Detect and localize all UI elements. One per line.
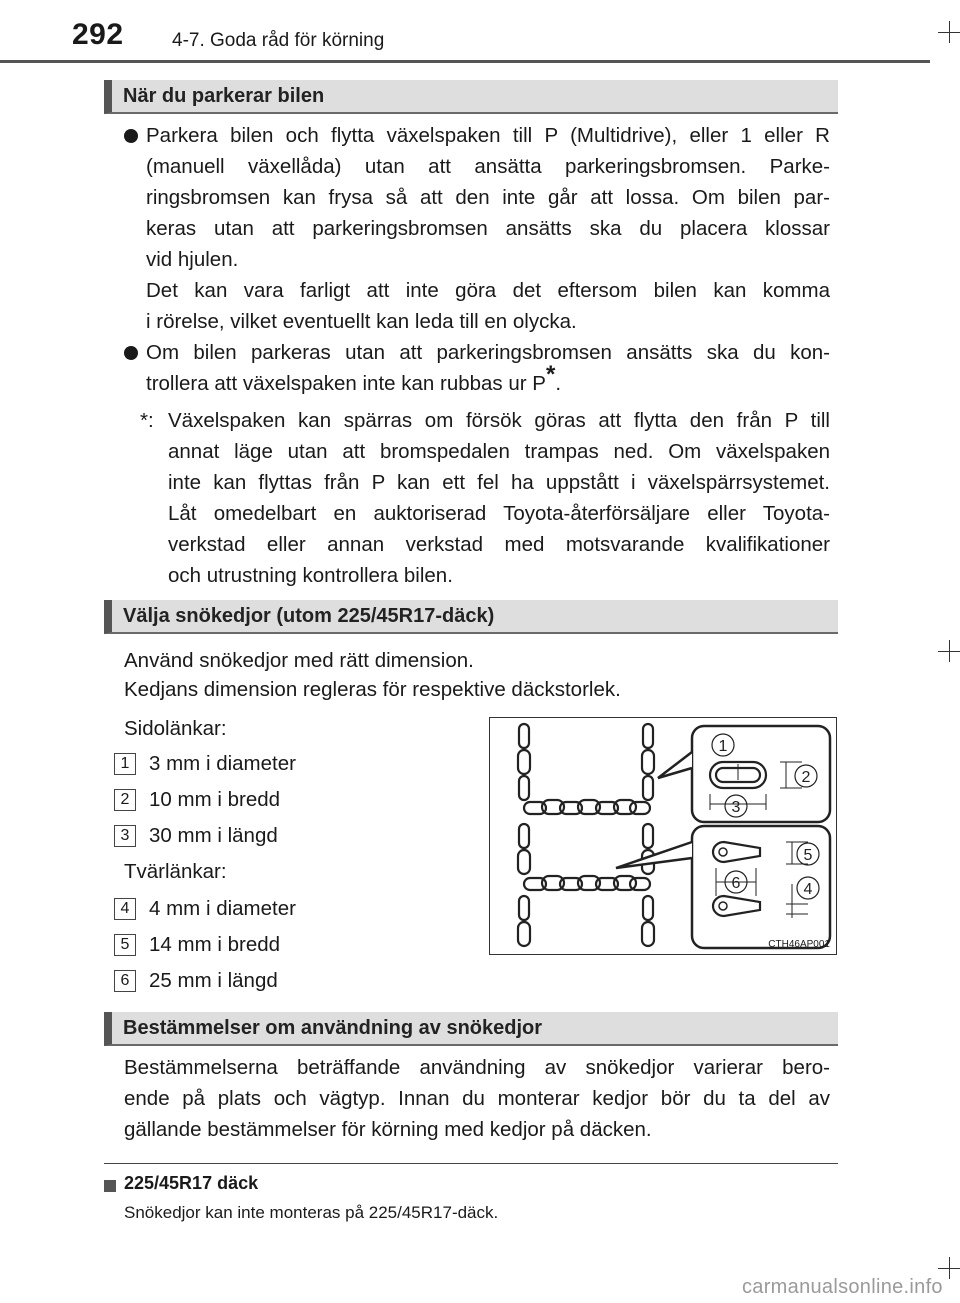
figure-callout: 3	[731, 799, 741, 816]
footnote-marker: *:	[140, 409, 154, 432]
figure-callout: 6	[731, 875, 741, 892]
text-line: Låt omedelbart en auktoriserad Toyota-återförsäljare eller Toyota-	[168, 502, 830, 525]
text-line: Bestämmelserna beträffande användning av snökedjor varierar bero-	[124, 1056, 830, 1079]
note-text: Snökedjor kan inte monteras på 225/45R17-däck.	[124, 1203, 499, 1222]
spec-number-badge: 2	[114, 789, 136, 811]
cross-chain-top	[524, 800, 650, 814]
spec-text: 14 mm i bredd	[149, 933, 281, 956]
snow-chain-figure	[489, 717, 837, 955]
text-line: annat läge utan att bromspedalen trampas ned. Om växelspaken	[168, 440, 830, 463]
spec-text: 30 mm i längd	[149, 824, 278, 847]
spec-number-badge: 6	[114, 970, 136, 992]
text-line: och utrustning kontrollera bilen.	[168, 564, 453, 587]
figure-callout: 2	[801, 769, 811, 786]
bullet-dot	[124, 346, 138, 360]
note-divider	[104, 1163, 838, 1164]
section-heading-regulations: Bestämmelser om användning av snökedjor	[104, 1012, 838, 1046]
text-segment: trollera att växelspaken inte kan rubbas ur P	[146, 372, 546, 395]
text-line: Parkera bilen och flytta växelspaken till P (Multidrive), eller 1 eller R	[146, 124, 830, 147]
figure-callout: 1	[718, 738, 728, 755]
note-title: 225/45R17 däck	[124, 1173, 259, 1193]
side-chain-left	[518, 724, 530, 946]
text-line: (manuell växellåda) utan att ansätta parkeringsbromsen. Parke-	[146, 155, 830, 178]
text-line: Växelspaken kan spärras om försök göras att flytta den från P till	[168, 409, 830, 432]
bullet-parking-text	[146, 120, 830, 337]
spec-number-badge: 4	[114, 898, 136, 920]
text-line: Om bilen parkeras utan att parkeringsbromsen ansätts ska du kon-	[146, 341, 830, 364]
footnote-text	[168, 405, 830, 591]
snow-chain-diagram	[490, 718, 836, 954]
spec-text: 3 mm i diameter	[149, 752, 296, 775]
spec-text: 25 mm i längd	[149, 969, 278, 992]
figure-callout: 5	[803, 847, 813, 864]
text-line: i rörelse, vilket eventuellt kan leda till en olycka.	[146, 310, 577, 333]
cross-chain-bottom	[524, 876, 650, 890]
text-segment: .	[555, 372, 562, 395]
header-rule	[0, 60, 930, 63]
crop-mark	[949, 640, 950, 662]
section-heading-snow-chains: Välja snökedjor (utom 225/45R17-däck)	[104, 600, 838, 634]
text-line: gällande bestämmelser för körning med kedjor på däcken.	[124, 1118, 652, 1141]
section-heading-parking: När du parkerar bilen	[104, 80, 838, 114]
text-line: vid hjulen.	[146, 248, 239, 271]
crop-mark	[949, 1257, 950, 1279]
text-line: inte kan flyttas från P kan ett fel ha uppstått i växelspärrsystemet.	[168, 471, 830, 494]
cross-links-label: Tvärlänkar:	[124, 860, 227, 883]
text-line: verkstad eller annan verkstad med motsvarande kvalifikationer	[168, 533, 830, 556]
page-number: 292	[72, 18, 124, 51]
chains-intro-line: Kedjans dimension regleras för respektive däckstorlek.	[124, 678, 621, 701]
text-line: Det kan vara farligt att inte göra det eftersom bilen kan komma	[146, 279, 830, 302]
watermark: carmanualsonline.info	[742, 1276, 943, 1298]
bullet-dot	[124, 129, 138, 143]
side-chain-right	[642, 724, 654, 946]
regulations-text	[124, 1052, 830, 1145]
text-line: ende på plats och vägtyp. Innan du monterar kedjor bör du ta del av	[124, 1087, 830, 1110]
chains-intro-line: Använd snökedjor med rätt dimension.	[124, 649, 474, 672]
figure-code: CTH46AP001	[768, 939, 830, 950]
note-square-icon	[104, 1180, 116, 1192]
crop-mark	[949, 21, 950, 43]
footnote-star: *	[545, 361, 556, 389]
spec-number-badge: 3	[114, 825, 136, 847]
spec-text: 10 mm i bredd	[149, 788, 281, 811]
figure-callout: 4	[803, 881, 813, 898]
spec-number-badge: 5	[114, 934, 136, 956]
text-line	[146, 361, 830, 399]
side-links-label: Sidolänkar:	[124, 717, 227, 740]
bullet-gear-lever-text	[146, 337, 830, 399]
spec-number-badge: 1	[114, 753, 136, 775]
text-line: ringsbromsen kan frysa så att den inte går att lossa. Om bilen par-	[146, 186, 830, 209]
chapter-title: 4-7. Goda råd för körning	[172, 30, 385, 51]
text-line: keras utan att parkeringsbromsen ansätts ska du placera klossar	[146, 217, 830, 240]
spec-text: 4 mm i diameter	[149, 897, 296, 920]
